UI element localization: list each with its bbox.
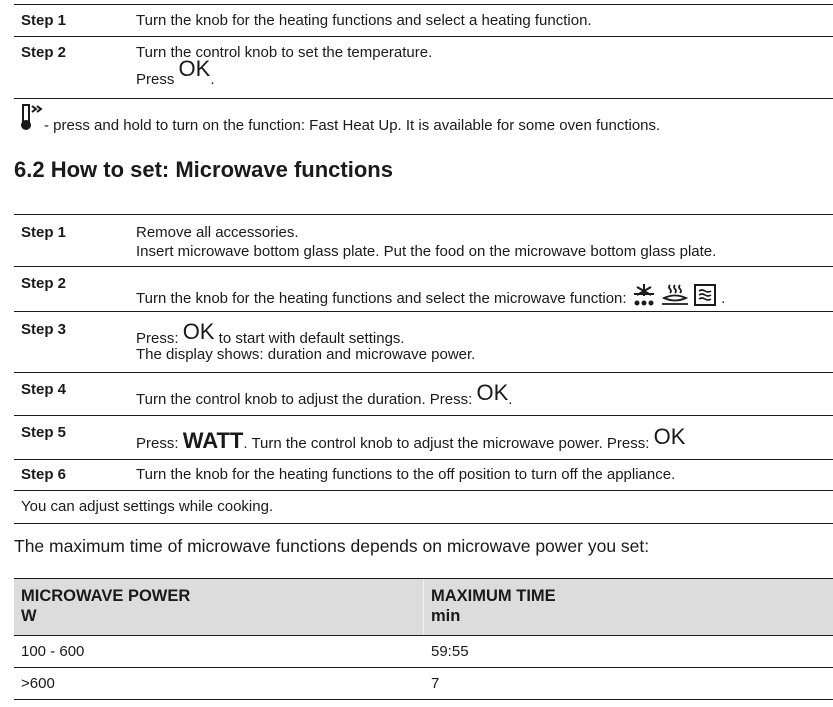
- press-label: Press:: [136, 435, 179, 452]
- step-text-line: [136, 424, 686, 454]
- header-power-label: MICROWAVE POWER: [21, 587, 191, 605]
- power-table-header: [14, 578, 833, 636]
- microwave-icon: [693, 290, 721, 307]
- mw-step-1-row: [14, 214, 833, 266]
- section-heading: 6.2 How to set: Microwave functions: [14, 157, 393, 182]
- table-row: [14, 668, 833, 700]
- step-label: Step 3: [21, 321, 67, 338]
- period: .: [721, 290, 726, 307]
- defrost-icon: [631, 290, 661, 307]
- watt-button-symbol: WATT: [182, 428, 244, 453]
- step-label: Step 5: [21, 424, 67, 441]
- period: .: [210, 71, 215, 88]
- header-time: [431, 586, 556, 626]
- step-label: Step 4: [21, 381, 67, 398]
- time-value: 59:55: [431, 643, 469, 660]
- header-power-unit: W: [21, 607, 37, 625]
- step-label: Step 2: [21, 44, 67, 61]
- step-text: Turn the knob for the heating functions and select the microwave function:: [136, 290, 627, 307]
- mw-step-6-row: [14, 459, 833, 490]
- step-text: . Turn the control knob to adjust the microwave power. Press:: [243, 435, 650, 452]
- header-power: [21, 586, 190, 626]
- step-text: Turn the knob for the heating functions and select a heating function.: [136, 12, 592, 29]
- power-value: >600: [21, 675, 55, 692]
- step-text: Insert microwave bottom glass plate. Put the food on the microwave bottom glass plate.: [136, 243, 717, 260]
- fast-heat-note-text: - press and hold to turn on the function: Fast Heat Up. It is available for some oven functions.: [44, 117, 661, 134]
- ok-button-symbol: OK: [653, 424, 686, 449]
- mw-step-5-row: [14, 415, 833, 459]
- press-label: Press: [136, 71, 175, 88]
- step-label: Step 1: [21, 224, 67, 241]
- step-label: Step 2: [21, 275, 67, 292]
- header-time-unit: min: [431, 607, 461, 625]
- mw-note-row: [14, 490, 833, 524]
- step-text: Remove all accessories.: [136, 224, 299, 241]
- step-label: Step 1: [21, 12, 67, 29]
- table-row: [14, 636, 833, 668]
- heating-step-2-row: [14, 36, 833, 99]
- column-separator: [423, 579, 424, 635]
- press-label: Press:: [136, 330, 179, 347]
- period: .: [508, 391, 513, 408]
- step-text-line: [136, 380, 513, 410]
- step-text: Turn the control knob to set the temperature.: [136, 44, 433, 61]
- step-text: Turn the knob for the heating functions to the off position to turn off the appliance.: [136, 466, 676, 483]
- settings-note: You can adjust settings while cooking.: [21, 498, 274, 515]
- step-text: The display shows: duration and microwave power.: [136, 346, 476, 363]
- step-label: Step 6: [21, 466, 67, 483]
- ok-button-symbol: OK: [178, 56, 211, 81]
- mw-step-2-row: [14, 266, 833, 311]
- step-text-line: [136, 283, 725, 309]
- ok-button-symbol: OK: [476, 380, 509, 405]
- mw-step-4-row: [14, 372, 833, 415]
- mw-step-3-row: [14, 311, 833, 372]
- header-time-label: MAXIMUM TIME: [431, 587, 556, 605]
- time-value: 7: [431, 675, 440, 692]
- step-text: Turn the control knob to adjust the duration. Press:: [136, 391, 473, 408]
- ok-button-symbol: OK: [182, 319, 215, 344]
- power-value: 100 - 600: [21, 643, 85, 660]
- heating-step-1-row: [14, 4, 833, 36]
- power-intro-text: The maximum time of microwave functions depends on microwave power you set:: [14, 536, 650, 556]
- step-text-press: [136, 56, 215, 90]
- step-text: to start with default settings.: [214, 330, 405, 347]
- dish-steam-icon: [661, 290, 693, 307]
